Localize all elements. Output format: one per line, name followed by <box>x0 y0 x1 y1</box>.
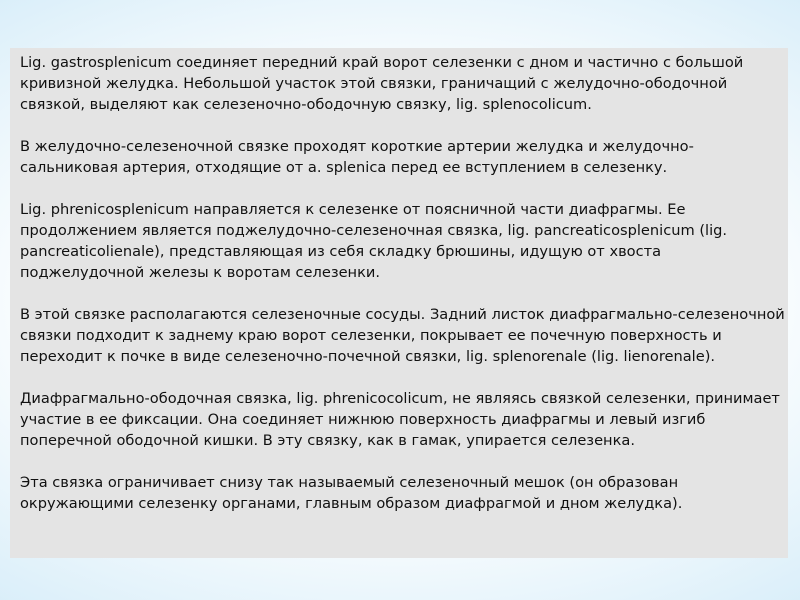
paragraph-gastrosplenic-ligament: Lig. gastrosplenicum соединяет передний край ворот селезенки с дном и частично с большой кривизной желудка. Небольшой участок этой связки, граничащий с желудочно-ободочной связкой, выделяют как селезеночно-ободочную связку, lig. splenocolicum. <box>20 54 744 113</box>
paragraph-splenic-vessels: В этой связке располагаются селезеночные сосуды. Задний листок диафрагмально-селезеночной связки подходит к заднему краю ворот селезенки, покрывает ее почечную поверхность и переходит к почке в виде селезеночно-почечной связки, lig. splenorenale (lig. lienorenale). <box>20 306 785 365</box>
paragraph-splenic-sac: Эта связка ограничивает снизу так называемый селезеночный мешок (он образован окружающими селезенку органами, главным образом диафрагмой и дном желудка). <box>20 474 683 512</box>
paragraph-phrenicocolic-ligament: Диафрагмально-ободочная связка, lig. phrenicocolicum, не являясь связкой селезенки, принимает участие в ее фиксации. Она соединяет нижнюю поверхность диафрагмы и левый изгиб поперечной ободочной кишки. В эту связку, как в гамак, упирается селезенка. <box>20 390 780 449</box>
slide-text <box>20 52 786 514</box>
paragraph-phrenicosplenic-ligament: Lig. phrenicosplenicum направляется к селезенке от поясничной части диафрагмы. Ее продолжением является поджелудочно-селезеночная связка, lig. pancreaticosplenicum (lig. pancreaticolienale), представляющая из себя складку брюшины, идущую от хвоста поджелудочной железы к воротам селезенки. <box>20 201 728 281</box>
paragraph-short-gastric-arteries: В желудочно-селезеночной связке проходят короткие артерии желудка и желудочно-сальниковая артерия, отходящие от a. splenica перед ее вступлением в селезенку. <box>20 138 694 176</box>
